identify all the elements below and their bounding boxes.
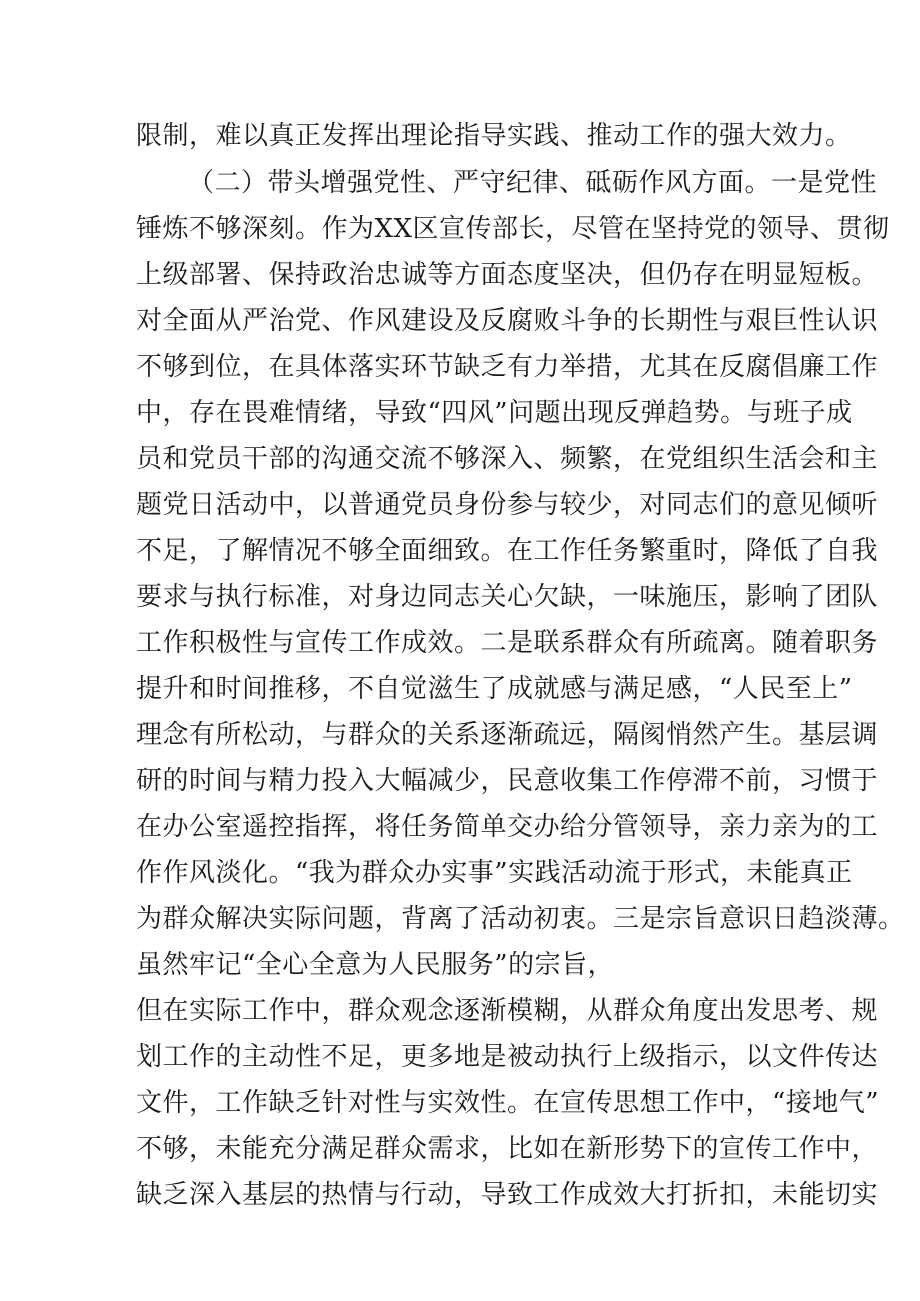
text-line: 虽然牢记“全心全意为人民服务”的宗旨， [136, 950, 615, 980]
text-line: 不足，了解情况不够全面细致。在工作任务繁重时，降低了自我 [136, 536, 879, 566]
text-line: 划工作的主动性不足，更多地是被动执行上级指示，以文件传达 [136, 1042, 879, 1072]
text-line: 但在实际工作中，群众观念逐渐模糊，从群众角度出发思考、规 [136, 996, 879, 1026]
text-line: 对全面从严治党、作风建设及反腐败斗争的长期性与艰巨性认识 [136, 306, 879, 336]
text-line: 员和党员干部的沟通交流不够深入、频繁，在党组织生活会和主 [136, 444, 879, 474]
text-line: 不够到位，在具体落实环节缺乏有力举措，尤其在反腐倡廉工作 [136, 352, 879, 382]
text-line: 研的时间与精力投入大幅减少，民意收集工作停滞不前，习惯于 [136, 766, 879, 796]
text-line: 工作积极性与宣传工作成效。二是联系群众有所疏离。随着职务 [136, 628, 879, 658]
text-line: 作作风淡化。“我为群众办实事”实践活动流于形式，未能真正 [136, 858, 853, 888]
text-line: 缺乏深入基层的热情与行动，导致工作成效大打折扣，未能切实 [136, 1180, 879, 1210]
text-line: （二）带头增强党性、严守纪律、砥砺作风方面。一是党性 [188, 168, 878, 198]
text-line: 要求与执行标准，对身边同志关心欠缺，一味施压，影响了团队 [136, 582, 879, 612]
text-line: 中，存在畏难情绪，导致“四风”问题出现反弹趋势。与班子成 [136, 398, 853, 428]
text-line: 上级部署、保持政治忠诚等方面态度坚决，但仍存在明显短板。 [136, 260, 879, 290]
text-line: 锤炼不够深刻。作为XX区宣传部长，尽管在坚持党的领导、贯彻 [136, 214, 890, 244]
text-line: 理念有所松动，与群众的关系逐渐疏远，隔阂悄然产生。基层调 [136, 720, 879, 750]
text-line: 文件，工作缺乏针对性与实效性。在宣传思想工作中，“接地气” [136, 1088, 880, 1118]
text-line: 题党日活动中，以普通党员身份参与较少，对同志们的意见倾听 [136, 490, 879, 520]
text-line: 限制，难以真正发挥出理论指导实践、推动工作的强大效力。 [136, 121, 852, 151]
text-line: 在办公室遥控指挥，将任务简单交办给分管领导，亲力亲为的工 [136, 812, 879, 842]
text-line: 为群众解决实际问题，背离了活动初衷。三是宗旨意识日趋淡薄。 [136, 904, 905, 934]
text-line: 提升和时间推移，不自觉滋生了成就感与满足感，“人民至上” [136, 674, 853, 704]
text-line: 不够，未能充分满足群众需求，比如在新形势下的宣传工作中， [136, 1134, 879, 1164]
